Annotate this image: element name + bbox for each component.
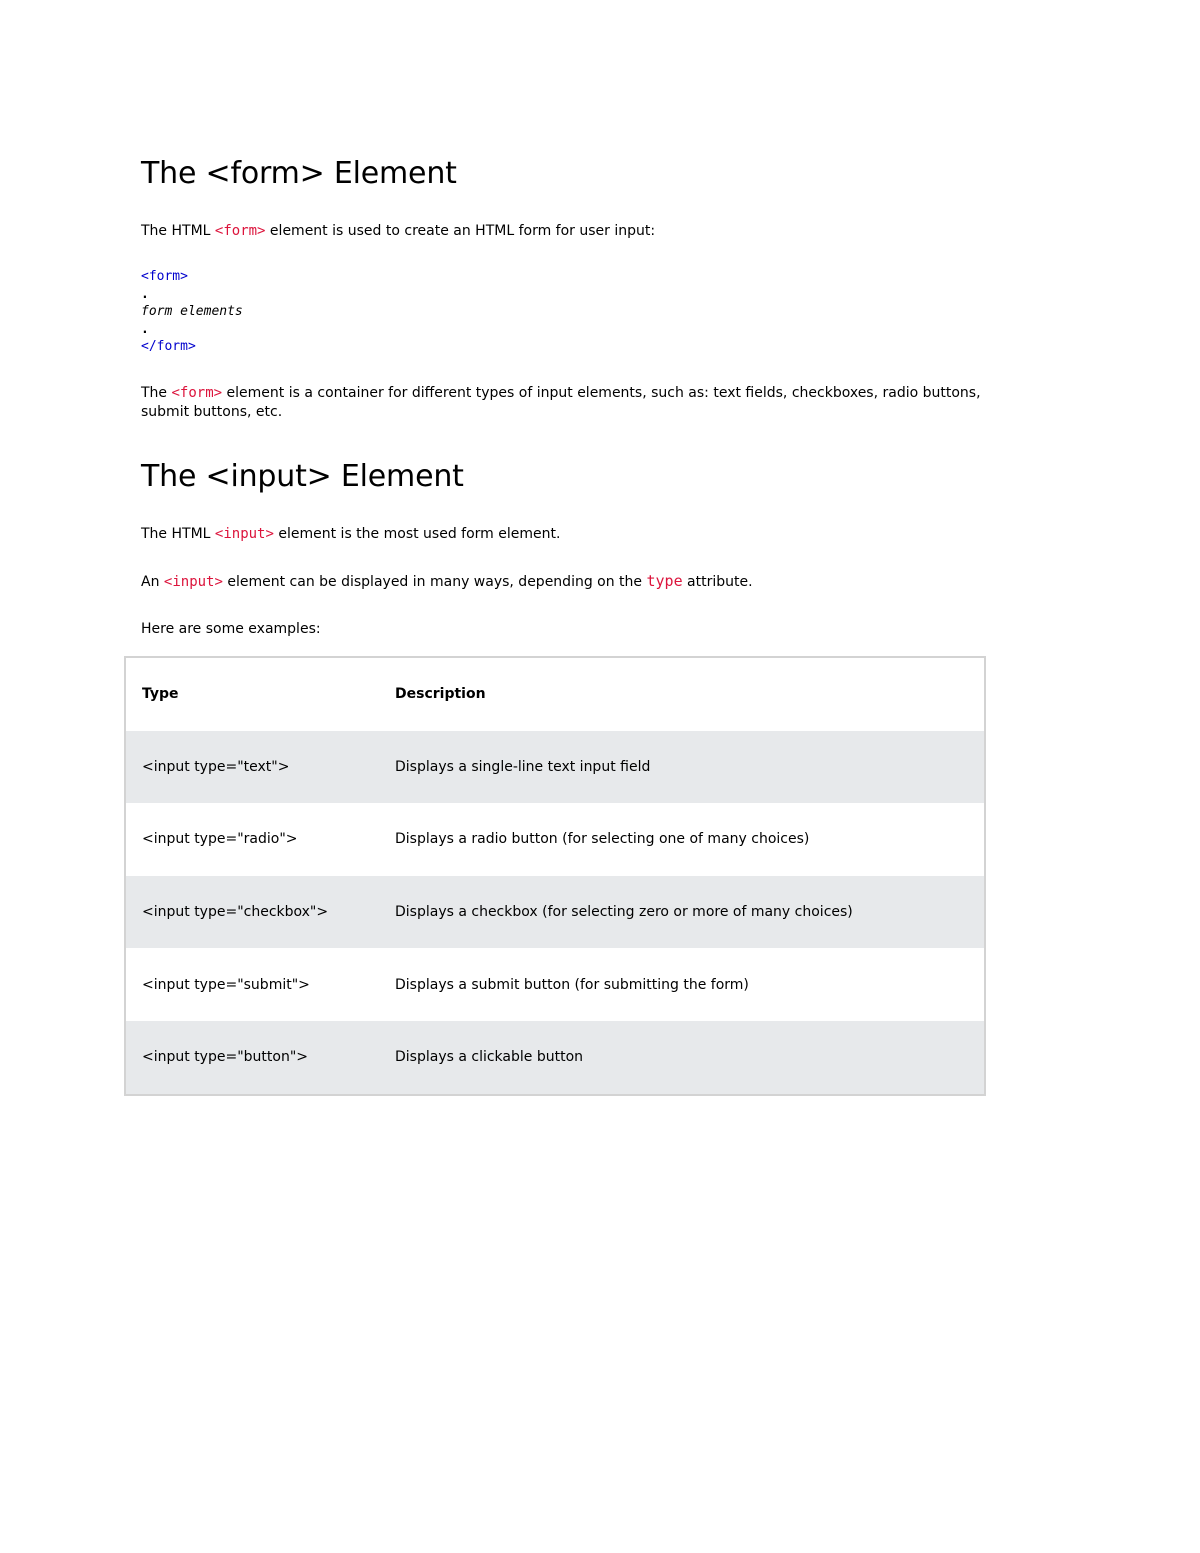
code-open-form-tag: <form> (141, 269, 188, 284)
code-form-elements: form elements (141, 304, 243, 319)
row-type-cell: <input type="button"> (125, 1021, 379, 1095)
form-tag-inline-code: <form> (214, 223, 266, 239)
input-tag-inline-code-2: <input> (163, 573, 223, 590)
row-type-cell: <input type="checkbox"> (125, 876, 379, 949)
examples-intro-paragraph: Here are some examples: (141, 620, 321, 637)
input-intro-text-end: element is the most used form element. (273, 525, 561, 542)
row-description-cell: Displays a single-line text input field (379, 731, 985, 804)
row-type-cell: <input type="text"> (125, 731, 379, 804)
form-desc-text-end: element is a container for different types of input elements, such as: text fields, checkboxes, radio buttons, (222, 384, 981, 401)
row-description-cell: Displays a clickable button (379, 1021, 985, 1095)
form-desc-text-line2: submit buttons, etc. (141, 403, 283, 420)
form-element-heading: The <form> Element (141, 156, 457, 191)
header-type: Type (125, 657, 379, 731)
type-attribute-inline-code: type (646, 571, 683, 590)
form-code-example (141, 268, 1041, 356)
table-row (125, 731, 985, 804)
code-close-form-tag: </form> (141, 339, 196, 354)
code-ellipsis-dot-1: . (141, 286, 149, 302)
input-display-text-middle: element can be displayed in many ways, depending on the (222, 573, 647, 590)
row-type-cell: <input type="submit"> (125, 948, 379, 1021)
input-types-table (124, 656, 986, 1096)
input-display-text-end: attribute. (682, 573, 753, 590)
form-intro-paragraph (141, 222, 1041, 241)
code-ellipsis-dot-2: . (141, 321, 149, 337)
table-header-row (125, 657, 985, 731)
row-description-cell: Displays a submit button (for submitting the form) (379, 948, 985, 1021)
row-type-cell: <input type="radio"> (125, 803, 379, 876)
form-tag-inline-code-2: <form> (171, 384, 223, 401)
form-intro-text-end: element is used to create an HTML form for user input: (265, 223, 656, 239)
table-row (125, 948, 985, 1021)
form-intro-text-start: The HTML (141, 223, 215, 239)
input-display-text-start: An (141, 573, 164, 590)
input-intro-text-start: The HTML (141, 525, 215, 542)
input-display-paragraph (141, 572, 1041, 592)
document-page (141, 152, 1041, 639)
table-row (125, 1021, 985, 1095)
input-intro-paragraph (141, 525, 1041, 544)
form-desc-text-start: The (141, 384, 172, 401)
header-description: Description (379, 657, 985, 731)
row-description-cell: Displays a checkbox (for selecting zero or more of many choices) (379, 876, 985, 949)
row-description-cell: Displays a radio button (for selecting one of many choices) (379, 803, 985, 876)
form-description-paragraph (141, 384, 1041, 422)
table-row (125, 876, 985, 949)
table-row (125, 803, 985, 876)
input-tag-inline-code: <input> (214, 525, 274, 542)
input-element-heading: The <input> Element (141, 458, 464, 494)
